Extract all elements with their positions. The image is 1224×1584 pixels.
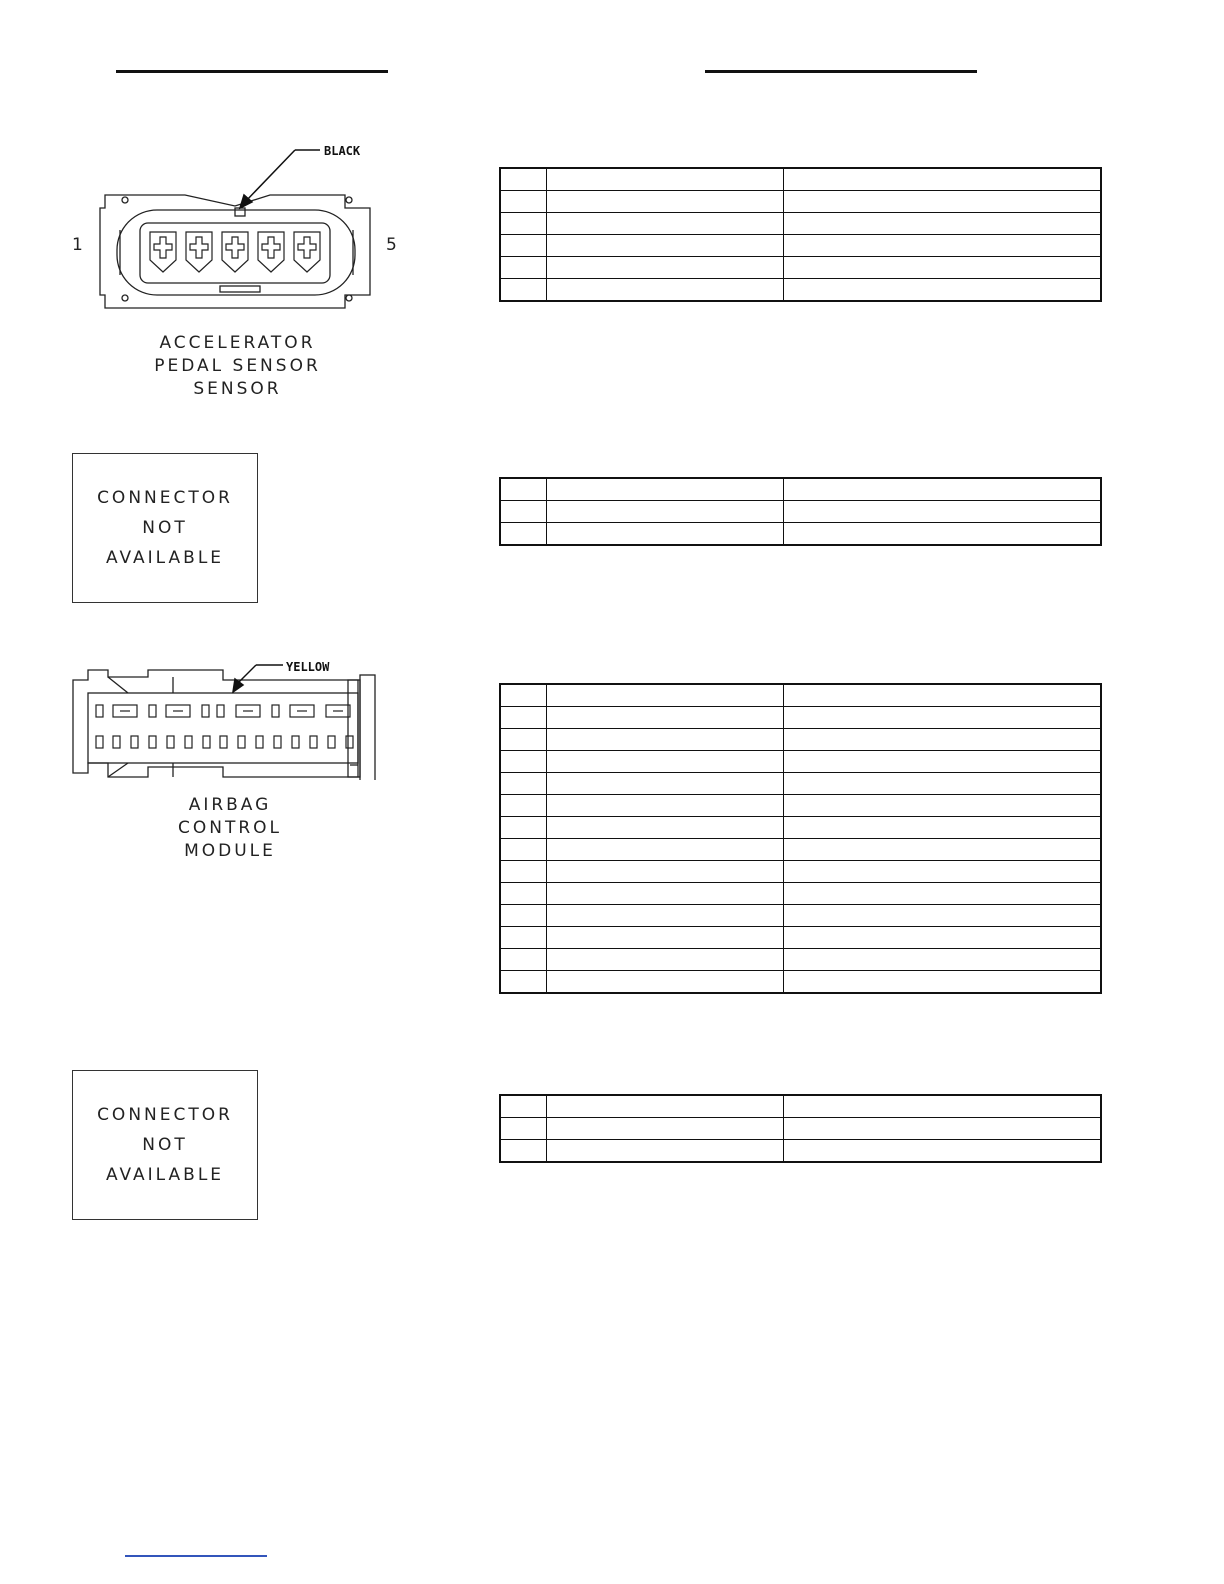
- table-row: [500, 1095, 1101, 1118]
- table-row: [500, 751, 1101, 773]
- connector-inner-body: [88, 693, 358, 763]
- color-callout-leader: [233, 665, 283, 692]
- placeholder-line: CONNECTOR: [97, 1105, 233, 1125]
- placeholder-line: AVAILABLE: [105, 1165, 225, 1185]
- table-row: [500, 839, 1101, 861]
- terminal-2: [186, 232, 212, 272]
- table-row: [500, 168, 1101, 191]
- terminal-3: [222, 232, 248, 272]
- table-row: [500, 773, 1101, 795]
- table-row: [500, 684, 1101, 707]
- table-row: [500, 191, 1101, 213]
- pin-table-connector-2: [499, 477, 1102, 546]
- connector-caption: [140, 332, 335, 401]
- pin-1-label: 1: [72, 235, 83, 255]
- terminal-5: [294, 232, 320, 272]
- table-row: [500, 817, 1101, 839]
- caption-line: ACCELERATOR: [159, 333, 316, 353]
- connector-caption: [150, 794, 310, 863]
- caption-line: MODULE: [184, 841, 276, 861]
- table-row: [500, 729, 1101, 751]
- table-row: [500, 905, 1101, 927]
- connector-outer-shell: [73, 670, 358, 777]
- connector-not-available-box: [72, 453, 258, 603]
- placeholder-line: NOT: [142, 1135, 188, 1155]
- table-row: [500, 1140, 1101, 1163]
- placeholder-line: AVAILABLE: [105, 548, 225, 568]
- header-rule-right: [705, 70, 977, 73]
- terminal-4: [258, 232, 284, 272]
- terminal-row-bottom: [96, 736, 353, 748]
- table-row: [500, 213, 1101, 235]
- table-row: [500, 949, 1101, 971]
- terminal-1: [150, 232, 176, 272]
- connector-not-available-box: [72, 1070, 258, 1220]
- table-row: [500, 795, 1101, 817]
- connector-color-label: BLACK: [324, 144, 361, 158]
- table-row: [500, 257, 1101, 279]
- pin-table-airbag-control-module: [499, 683, 1102, 994]
- pin-table-connector-4: [499, 1094, 1102, 1163]
- caption-line: SENSOR: [193, 379, 282, 399]
- table-row: [500, 927, 1101, 949]
- footer-link-underline: [125, 1555, 267, 1557]
- header-rule-left: [116, 70, 388, 73]
- table-row: [500, 235, 1101, 257]
- table-row: [500, 861, 1101, 883]
- table-row: [500, 707, 1101, 729]
- connector-color-label: YELLOW: [286, 660, 330, 674]
- caption-line: AIRBAG: [188, 795, 272, 815]
- caption-line: CONTROL: [177, 818, 283, 838]
- table-row: [500, 523, 1101, 546]
- placeholder-line: CONNECTOR: [97, 488, 233, 508]
- table-row: [500, 478, 1101, 501]
- table-row: [500, 1118, 1101, 1140]
- table-row: [500, 279, 1101, 302]
- placeholder-line: NOT: [142, 518, 188, 538]
- terminal-row-top: [96, 705, 350, 717]
- accelerator-pedal-sensor-connector-diagram: [95, 140, 385, 315]
- table-row: [500, 883, 1101, 905]
- table-row: [500, 501, 1101, 523]
- pin-5-label: 5: [386, 235, 397, 255]
- terminal-cavities: [150, 232, 320, 272]
- pin-table-accelerator-pedal-sensor: [499, 167, 1102, 302]
- color-callout-leader: [240, 150, 320, 208]
- table-row: [500, 971, 1101, 994]
- caption-line: PEDAL SENSOR: [154, 356, 321, 376]
- airbag-control-module-connector-diagram: [68, 655, 383, 780]
